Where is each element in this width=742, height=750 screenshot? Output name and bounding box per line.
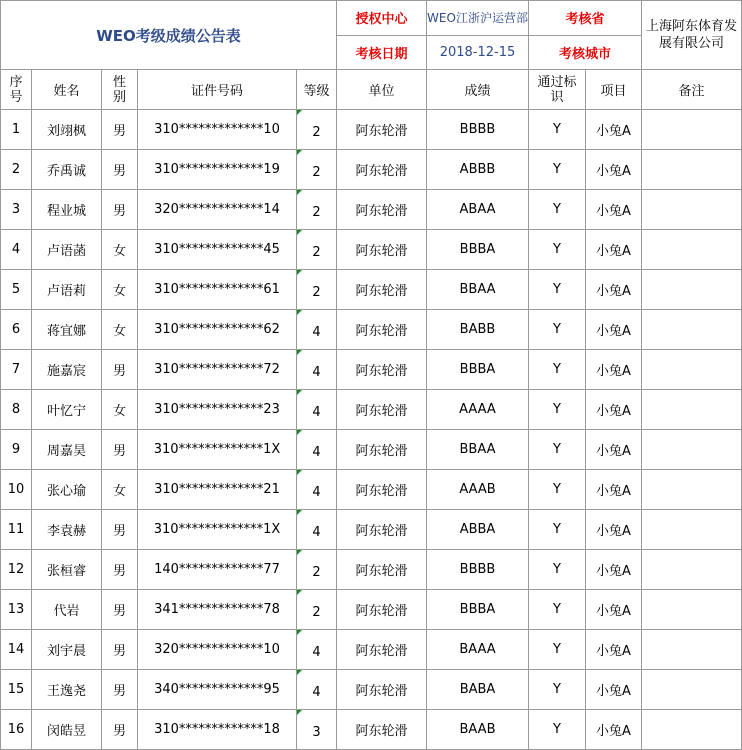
gender-cell: 男 (102, 590, 138, 630)
table-row (1, 150, 742, 190)
note-cell (642, 710, 742, 750)
item-cell: 小兔A (586, 270, 642, 310)
unit-cell: 阿东轮滑 (337, 190, 427, 230)
row-number-cell: 16 (1, 710, 32, 750)
pass-flag-cell: Y (529, 190, 586, 230)
pass-flag-cell: Y (529, 710, 586, 750)
item-cell: 小兔A (586, 430, 642, 470)
note-cell (642, 190, 742, 230)
note-cell (642, 230, 742, 270)
level-cell: 2 (297, 590, 337, 630)
level-cell: 4 (297, 390, 337, 430)
table-row (1, 630, 742, 670)
table-row (1, 550, 742, 590)
unit-cell: 阿东轮滑 (337, 350, 427, 390)
pass-flag-cell: Y (529, 470, 586, 510)
table-row (1, 310, 742, 350)
unit-cell: 阿东轮滑 (337, 590, 427, 630)
gender-cell: 女 (102, 310, 138, 350)
level-cell: 4 (297, 510, 337, 550)
item-cell: 小兔A (586, 350, 642, 390)
pass-flag-cell: Y (529, 270, 586, 310)
gender-cell: 男 (102, 630, 138, 670)
company-name: 上海阿东体育发展有限公司 (642, 1, 742, 70)
note-cell (642, 390, 742, 430)
note-cell (642, 110, 742, 150)
auth-label: 授权中心 (337, 1, 427, 36)
id-number-cell: 310*************72 (138, 350, 297, 390)
id-number-cell: 310*************18 (138, 710, 297, 750)
unit-cell: 阿东轮滑 (337, 270, 427, 310)
level-cell: 2 (297, 150, 337, 190)
unit-cell: 阿东轮滑 (337, 230, 427, 270)
col-header-level: 等级 (297, 70, 337, 110)
page-title: WEO考级成绩公告表 (1, 1, 337, 70)
item-cell: 小兔A (586, 190, 642, 230)
unit-cell: 阿东轮滑 (337, 110, 427, 150)
student-name-cell: 卢语莉 (32, 270, 102, 310)
pass-flag-cell: Y (529, 550, 586, 590)
item-cell: 小兔A (586, 510, 642, 550)
score-cell: BAAA (427, 630, 529, 670)
level-cell: 2 (297, 550, 337, 590)
note-cell (642, 510, 742, 550)
auth-value: WEO江浙沪运营部 (427, 1, 529, 36)
student-name-cell: 程业城 (32, 190, 102, 230)
id-number-cell: 310*************10 (138, 110, 297, 150)
note-cell (642, 350, 742, 390)
pass-flag-cell: Y (529, 590, 586, 630)
gender-cell: 男 (102, 550, 138, 590)
item-cell: 小兔A (586, 670, 642, 710)
student-name-cell: 乔禹诚 (32, 150, 102, 190)
unit-cell: 阿东轮滑 (337, 710, 427, 750)
row-number-cell: 11 (1, 510, 32, 550)
pass-flag-cell: Y (529, 510, 586, 550)
col-header-no: 序号 (1, 70, 32, 110)
pass-flag-cell: Y (529, 310, 586, 350)
score-cell: BABB (427, 310, 529, 350)
score-cell: ABBA (427, 510, 529, 550)
id-number-cell: 310*************1X (138, 510, 297, 550)
row-number-cell: 4 (1, 230, 32, 270)
pass-flag-cell: Y (529, 430, 586, 470)
level-cell: 2 (297, 110, 337, 150)
gender-cell: 男 (102, 670, 138, 710)
unit-cell: 阿东轮滑 (337, 630, 427, 670)
col-header-item: 项目 (586, 70, 642, 110)
gender-cell: 男 (102, 190, 138, 230)
table-row (1, 390, 742, 430)
id-number-cell: 310*************62 (138, 310, 297, 350)
item-cell: 小兔A (586, 110, 642, 150)
unit-cell: 阿东轮滑 (337, 510, 427, 550)
gender-cell: 男 (102, 350, 138, 390)
item-cell: 小兔A (586, 310, 642, 350)
level-cell: 4 (297, 470, 337, 510)
student-name-cell: 刘宇晨 (32, 630, 102, 670)
row-number-cell: 10 (1, 470, 32, 510)
note-cell (642, 630, 742, 670)
item-cell: 小兔A (586, 630, 642, 670)
col-header-gender: 性别 (102, 70, 138, 110)
unit-cell: 阿东轮滑 (337, 430, 427, 470)
table-row (1, 110, 742, 150)
score-cell: AAAB (427, 470, 529, 510)
gender-cell: 男 (102, 710, 138, 750)
item-cell: 小兔A (586, 550, 642, 590)
item-cell: 小兔A (586, 710, 642, 750)
col-header-id: 证件号码 (138, 70, 297, 110)
student-name-cell: 周嘉昊 (32, 430, 102, 470)
unit-cell: 阿东轮滑 (337, 390, 427, 430)
pass-flag-cell: Y (529, 230, 586, 270)
row-number-cell: 12 (1, 550, 32, 590)
id-number-cell: 310*************19 (138, 150, 297, 190)
row-number-cell: 6 (1, 310, 32, 350)
row-number-cell: 5 (1, 270, 32, 310)
table-row (1, 590, 742, 630)
level-cell: 4 (297, 670, 337, 710)
score-cell: AAAA (427, 390, 529, 430)
gender-cell: 男 (102, 110, 138, 150)
student-name-cell: 叶忆宁 (32, 390, 102, 430)
score-cell: BBAA (427, 270, 529, 310)
note-cell (642, 430, 742, 470)
item-cell: 小兔A (586, 150, 642, 190)
row-number-cell: 9 (1, 430, 32, 470)
note-cell (642, 590, 742, 630)
id-number-cell: 310*************1X (138, 430, 297, 470)
row-number-cell: 14 (1, 630, 32, 670)
score-cell: BABA (427, 670, 529, 710)
note-cell (642, 470, 742, 510)
gender-cell: 男 (102, 150, 138, 190)
gender-cell: 男 (102, 510, 138, 550)
score-cell: BBBA (427, 590, 529, 630)
note-cell (642, 150, 742, 190)
level-cell: 3 (297, 710, 337, 750)
student-name-cell: 施嘉宸 (32, 350, 102, 390)
item-cell: 小兔A (586, 390, 642, 430)
col-header-pass: 通过标识 (529, 70, 586, 110)
score-cell: BBBB (427, 110, 529, 150)
unit-cell: 阿东轮滑 (337, 670, 427, 710)
student-name-cell: 闵皓昱 (32, 710, 102, 750)
gender-cell: 女 (102, 230, 138, 270)
student-name-cell: 李袁赫 (32, 510, 102, 550)
student-name-cell: 王逸尧 (32, 670, 102, 710)
level-cell: 4 (297, 430, 337, 470)
table-row (1, 430, 742, 470)
province-label: 考核省 (529, 1, 642, 36)
table-row (1, 230, 742, 270)
score-cell: BBBA (427, 230, 529, 270)
table-row (1, 190, 742, 230)
col-header-note: 备注 (642, 70, 742, 110)
col-header-name: 姓名 (32, 70, 102, 110)
pass-flag-cell: Y (529, 150, 586, 190)
note-cell (642, 550, 742, 590)
unit-cell: 阿东轮滑 (337, 550, 427, 590)
date-value: 2018-12-15 (427, 35, 529, 70)
level-cell: 4 (297, 350, 337, 390)
table-row (1, 670, 742, 710)
student-name-cell: 张心瑜 (32, 470, 102, 510)
score-cell: BBAA (427, 430, 529, 470)
score-cell: BAAB (427, 710, 529, 750)
id-number-cell: 310*************45 (138, 230, 297, 270)
student-name-cell: 代岩 (32, 590, 102, 630)
table-row (1, 510, 742, 550)
table-row (1, 270, 742, 310)
score-cell: ABBB (427, 150, 529, 190)
city-label: 考核城市 (529, 35, 642, 70)
table-row (1, 710, 742, 750)
student-name-cell: 张桓睿 (32, 550, 102, 590)
id-number-cell: 320*************14 (138, 190, 297, 230)
unit-cell: 阿东轮滑 (337, 150, 427, 190)
row-number-cell: 13 (1, 590, 32, 630)
level-cell: 4 (297, 310, 337, 350)
row-number-cell: 2 (1, 150, 32, 190)
pass-flag-cell: Y (529, 350, 586, 390)
gender-cell: 女 (102, 470, 138, 510)
id-number-cell: 310*************23 (138, 390, 297, 430)
id-number-cell: 340*************95 (138, 670, 297, 710)
student-name-cell: 卢语菡 (32, 230, 102, 270)
unit-cell: 阿东轮滑 (337, 310, 427, 350)
gender-cell: 男 (102, 430, 138, 470)
score-cell: BBBB (427, 550, 529, 590)
id-number-cell: 310*************21 (138, 470, 297, 510)
pass-flag-cell: Y (529, 630, 586, 670)
id-number-cell: 341*************78 (138, 590, 297, 630)
note-cell (642, 310, 742, 350)
id-number-cell: 310*************61 (138, 270, 297, 310)
unit-cell: 阿东轮滑 (337, 470, 427, 510)
table-row (1, 470, 742, 510)
col-header-unit: 单位 (337, 70, 427, 110)
student-name-cell: 蒋宜娜 (32, 310, 102, 350)
item-cell: 小兔A (586, 230, 642, 270)
note-cell (642, 670, 742, 710)
level-cell: 2 (297, 190, 337, 230)
table-row (1, 350, 742, 390)
date-label: 考核日期 (337, 35, 427, 70)
pass-flag-cell: Y (529, 670, 586, 710)
score-cell: BBBA (427, 350, 529, 390)
item-cell: 小兔A (586, 470, 642, 510)
pass-flag-cell: Y (529, 390, 586, 430)
gender-cell: 女 (102, 390, 138, 430)
row-number-cell: 1 (1, 110, 32, 150)
pass-flag-cell: Y (529, 110, 586, 150)
score-cell: ABAA (427, 190, 529, 230)
gender-cell: 女 (102, 270, 138, 310)
note-cell (642, 270, 742, 310)
id-number-cell: 140*************77 (138, 550, 297, 590)
item-cell: 小兔A (586, 590, 642, 630)
row-number-cell: 15 (1, 670, 32, 710)
level-cell: 2 (297, 230, 337, 270)
row-number-cell: 3 (1, 190, 32, 230)
row-number-cell: 7 (1, 350, 32, 390)
level-cell: 2 (297, 270, 337, 310)
student-name-cell: 刘翊枫 (32, 110, 102, 150)
row-number-cell: 8 (1, 390, 32, 430)
level-cell: 4 (297, 630, 337, 670)
id-number-cell: 320*************10 (138, 630, 297, 670)
col-header-score: 成绩 (427, 70, 529, 110)
